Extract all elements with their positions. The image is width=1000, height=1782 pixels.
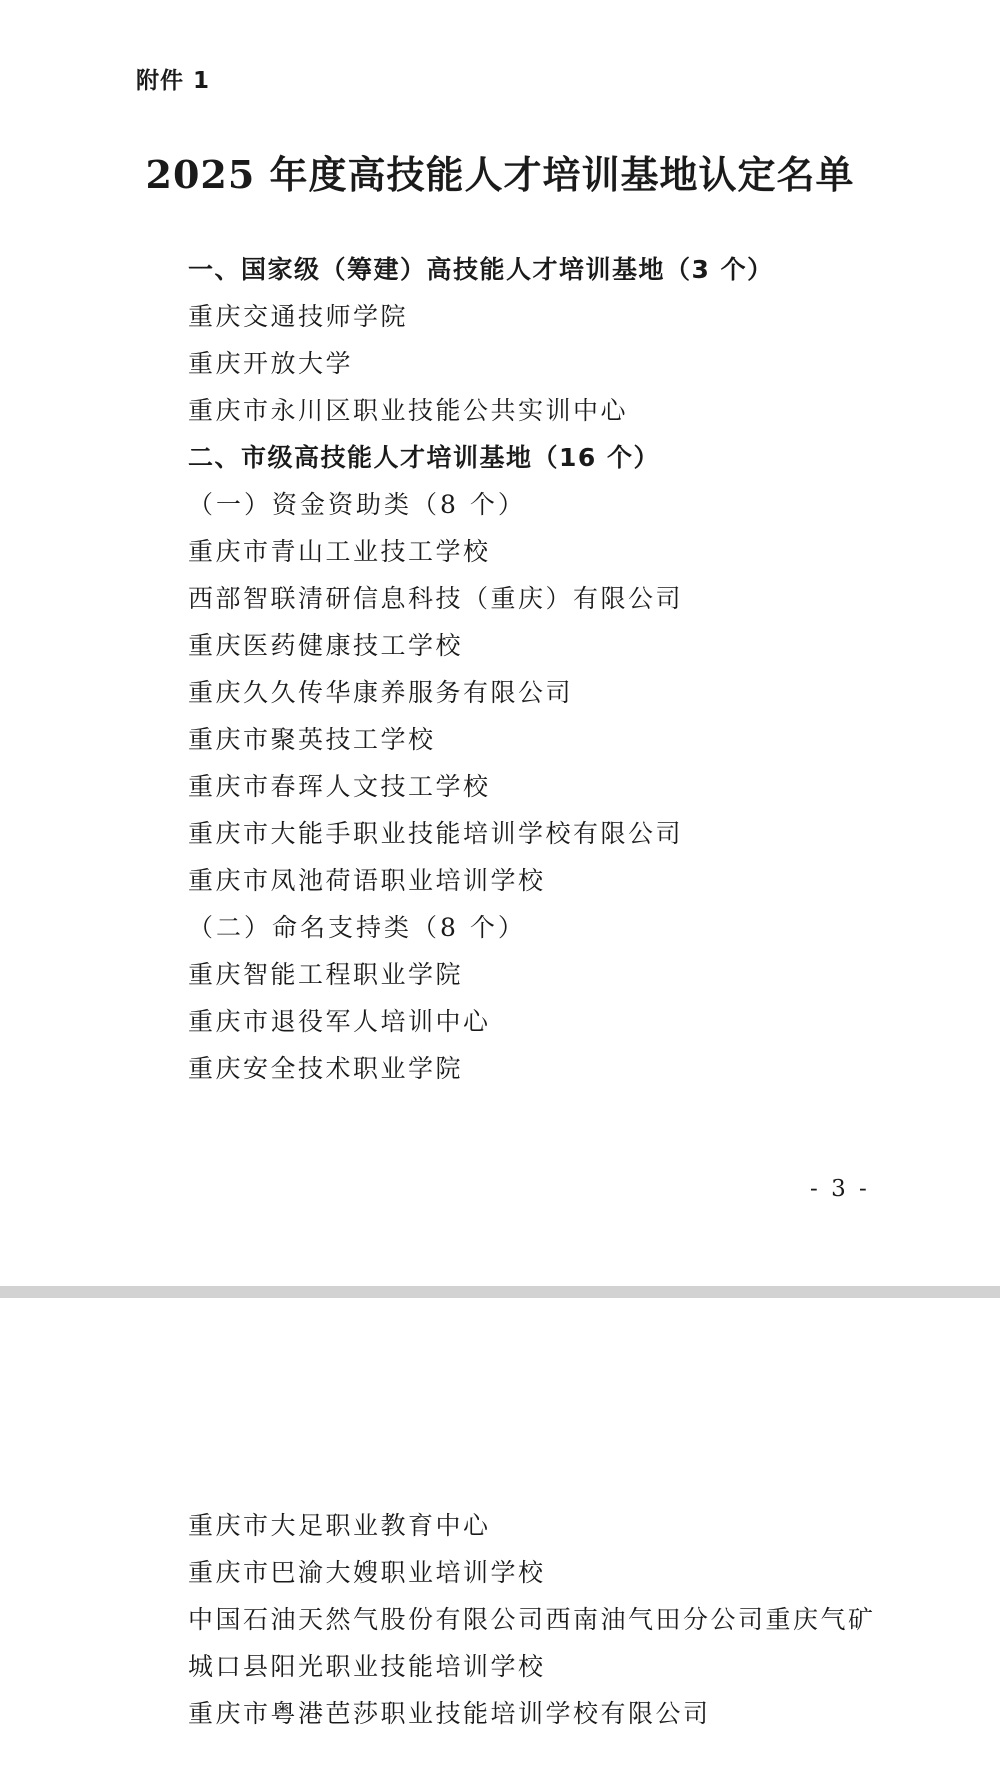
subsection-heading: （一）资金资助类（8 个） [188, 490, 526, 519]
list-item: 城口县阳光职业技能培训学校 [188, 1652, 546, 1681]
list-item: 重庆市大足职业教育中心 [188, 1511, 491, 1540]
list-item: 重庆市聚英技工学校 [188, 725, 436, 754]
base-list-continued [188, 1502, 876, 1737]
page-number: - 3 - [810, 1176, 870, 1202]
base-list [188, 246, 774, 1092]
list-item: 重庆市粤港芭莎职业技能培训学校有限公司 [188, 1699, 711, 1728]
list-item: 重庆交通技师学院 [188, 302, 409, 331]
document-title: 2025 年度高技能人才培训基地认定名单 [145, 152, 855, 197]
list-item: 重庆市永川区职业技能公共实训中心 [188, 396, 629, 425]
list-item: 重庆市春珲人文技工学校 [188, 772, 491, 801]
list-item: 重庆市凤池荷语职业培训学校 [188, 866, 546, 895]
list-item: 重庆市巴渝大嫂职业培训学校 [188, 1558, 546, 1587]
list-item: 重庆医药健康技工学校 [188, 631, 464, 660]
list-item: 重庆安全技术职业学院 [188, 1054, 464, 1083]
list-item: 重庆久久传华康养服务有限公司 [188, 678, 574, 707]
document-page-2 [0, 1298, 1000, 1782]
list-item: 重庆市大能手职业技能培训学校有限公司 [188, 819, 684, 848]
list-item: 中国石油天然气股份有限公司西南油气田分公司重庆气矿 [188, 1605, 876, 1634]
list-item: 重庆智能工程职业学院 [188, 960, 464, 989]
list-item: 重庆市退役军人培训中心 [188, 1007, 491, 1036]
section-heading: 二、市级高技能人才培训基地（16 个） [188, 443, 660, 472]
page-separator [0, 1286, 1000, 1298]
list-item: 重庆市青山工业技工学校 [188, 537, 491, 566]
attachment-label: 附件 1 [136, 68, 211, 94]
subsection-heading: （二）命名支持类（8 个） [188, 913, 526, 942]
section-heading: 一、国家级（筹建）高技能人才培训基地（3 个） [188, 255, 774, 284]
list-item: 重庆开放大学 [188, 349, 354, 378]
list-item: 西部智联清研信息科技（重庆）有限公司 [188, 584, 684, 613]
